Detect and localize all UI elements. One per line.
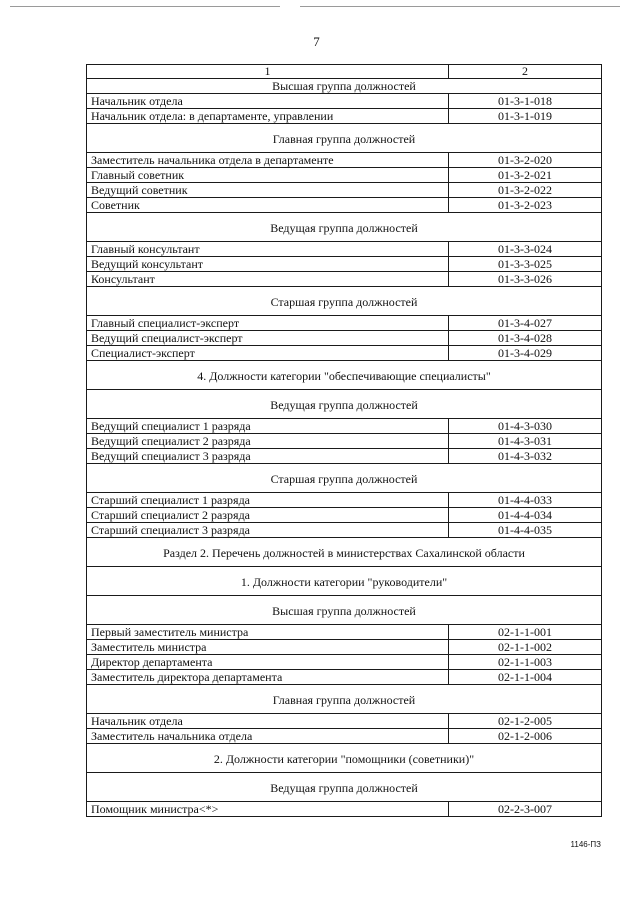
table-row (87, 714, 602, 729)
position-name: Заместитель министра (87, 640, 449, 655)
group-heading-row (87, 287, 602, 316)
group-heading: 2. Должности категории "помощники (советники)" (87, 744, 602, 773)
position-code: 01-4-3-030 (449, 419, 602, 434)
group-heading-row (87, 685, 602, 714)
table-row (87, 331, 602, 346)
position-name: Заместитель начальника отдела в департаменте (87, 153, 449, 168)
position-code: 02-1-1-002 (449, 640, 602, 655)
table-row (87, 316, 602, 331)
group-heading: 1. Должности категории "руководители" (87, 567, 602, 596)
group-heading-row (87, 464, 602, 493)
table-row (87, 346, 602, 361)
position-name: Главный специалист-эксперт (87, 316, 449, 331)
group-heading-row (87, 213, 602, 242)
table-row (87, 493, 602, 508)
position-name: Ведущий советник (87, 183, 449, 198)
position-name: Главный советник (87, 168, 449, 183)
position-code: 02-1-1-004 (449, 670, 602, 685)
column-header-2: 2 (449, 65, 602, 79)
table-row (87, 449, 602, 464)
table-row (87, 272, 602, 287)
table-row (87, 109, 602, 124)
table-row (87, 419, 602, 434)
position-name: Первый заместитель министра (87, 625, 449, 640)
scan-edge-line (300, 6, 620, 7)
position-name: Консультант (87, 272, 449, 287)
position-code: 01-3-2-020 (449, 153, 602, 168)
position-name: Старший специалист 1 разряда (87, 493, 449, 508)
group-heading-row (87, 567, 602, 596)
group-heading: Ведущая группа должностей (87, 213, 602, 242)
table-row (87, 670, 602, 685)
group-heading-row (87, 538, 602, 567)
position-code: 02-1-2-005 (449, 714, 602, 729)
position-code: 01-4-4-035 (449, 523, 602, 538)
table-row (87, 508, 602, 523)
position-name: Ведущий консультант (87, 257, 449, 272)
position-code: 02-1-1-003 (449, 655, 602, 670)
table-row (87, 625, 602, 640)
position-code: 01-4-4-033 (449, 493, 602, 508)
position-code: 01-3-4-028 (449, 331, 602, 346)
scan-edge-line (10, 6, 280, 7)
positions-table-body (87, 65, 602, 817)
group-heading-row (87, 79, 602, 94)
group-heading: Главная группа должностей (87, 124, 602, 153)
table-row (87, 183, 602, 198)
position-name: Старший специалист 3 разряда (87, 523, 449, 538)
position-code: 01-3-3-026 (449, 272, 602, 287)
position-code: 01-4-3-032 (449, 449, 602, 464)
position-code: 01-3-2-021 (449, 168, 602, 183)
table-row (87, 94, 602, 109)
position-code: 02-1-1-001 (449, 625, 602, 640)
position-name: Начальник отдела (87, 714, 449, 729)
position-code: 01-3-3-024 (449, 242, 602, 257)
group-heading-row (87, 596, 602, 625)
group-heading: Ведущая группа должностей (87, 390, 602, 419)
position-name: Начальник отдела: в департаменте, управлении (87, 109, 449, 124)
position-name: Ведущий специалист 3 разряда (87, 449, 449, 464)
table-row (87, 729, 602, 744)
position-name: Заместитель директора департамента (87, 670, 449, 685)
group-heading: Старшая группа должностей (87, 464, 602, 493)
column-header-1: 1 (87, 65, 449, 79)
group-heading: Раздел 2. Перечень должностей в министерствах Сахалинской области (87, 538, 602, 567)
group-heading-row (87, 361, 602, 390)
position-name: Ведущий специалист 2 разряда (87, 434, 449, 449)
group-heading: Высшая группа должностей (87, 79, 602, 94)
group-heading: Ведущая группа должностей (87, 773, 602, 802)
position-name: Заместитель начальника отдела (87, 729, 449, 744)
table-row (87, 168, 602, 183)
group-heading: Высшая группа должностей (87, 596, 602, 625)
table-row (87, 242, 602, 257)
table-row (87, 153, 602, 168)
position-code: 02-2-3-007 (449, 802, 602, 817)
group-heading-row (87, 773, 602, 802)
positions-table (86, 64, 602, 817)
position-code: 01-4-3-031 (449, 434, 602, 449)
page-number: 7 (313, 34, 320, 49)
position-name: Главный консультант (87, 242, 449, 257)
position-name: Специалист-эксперт (87, 346, 449, 361)
table-row (87, 257, 602, 272)
position-code: 02-1-2-006 (449, 729, 602, 744)
table-row (87, 198, 602, 213)
position-name: Начальник отдела (87, 94, 449, 109)
position-code: 01-3-1-018 (449, 94, 602, 109)
group-heading: 4. Должности категории "обеспечивающие специалисты" (87, 361, 602, 390)
table-row (87, 640, 602, 655)
group-heading: Старшая группа должностей (87, 287, 602, 316)
position-name: Советник (87, 198, 449, 213)
position-name: Директор департамента (87, 655, 449, 670)
group-heading-row (87, 390, 602, 419)
group-heading-row (87, 744, 602, 773)
group-heading-row (87, 124, 602, 153)
group-heading: Главная группа должностей (87, 685, 602, 714)
position-name: Ведущий специалист-эксперт (87, 331, 449, 346)
position-code: 01-3-2-023 (449, 198, 602, 213)
position-name: Ведущий специалист 1 разряда (87, 419, 449, 434)
table-row (87, 434, 602, 449)
table-row (87, 655, 602, 670)
position-code: 01-3-3-025 (449, 257, 602, 272)
position-code: 01-3-1-019 (449, 109, 602, 124)
position-name: Помощник министра<*> (87, 802, 449, 817)
document-code: 1146-ПЗ (570, 840, 601, 849)
table-row (87, 802, 602, 817)
position-code: 01-4-4-034 (449, 508, 602, 523)
table-header-row (87, 65, 602, 79)
position-name: Старший специалист 2 разряда (87, 508, 449, 523)
position-code: 01-3-4-027 (449, 316, 602, 331)
position-code: 01-3-2-022 (449, 183, 602, 198)
table-row (87, 523, 602, 538)
position-code: 01-3-4-029 (449, 346, 602, 361)
